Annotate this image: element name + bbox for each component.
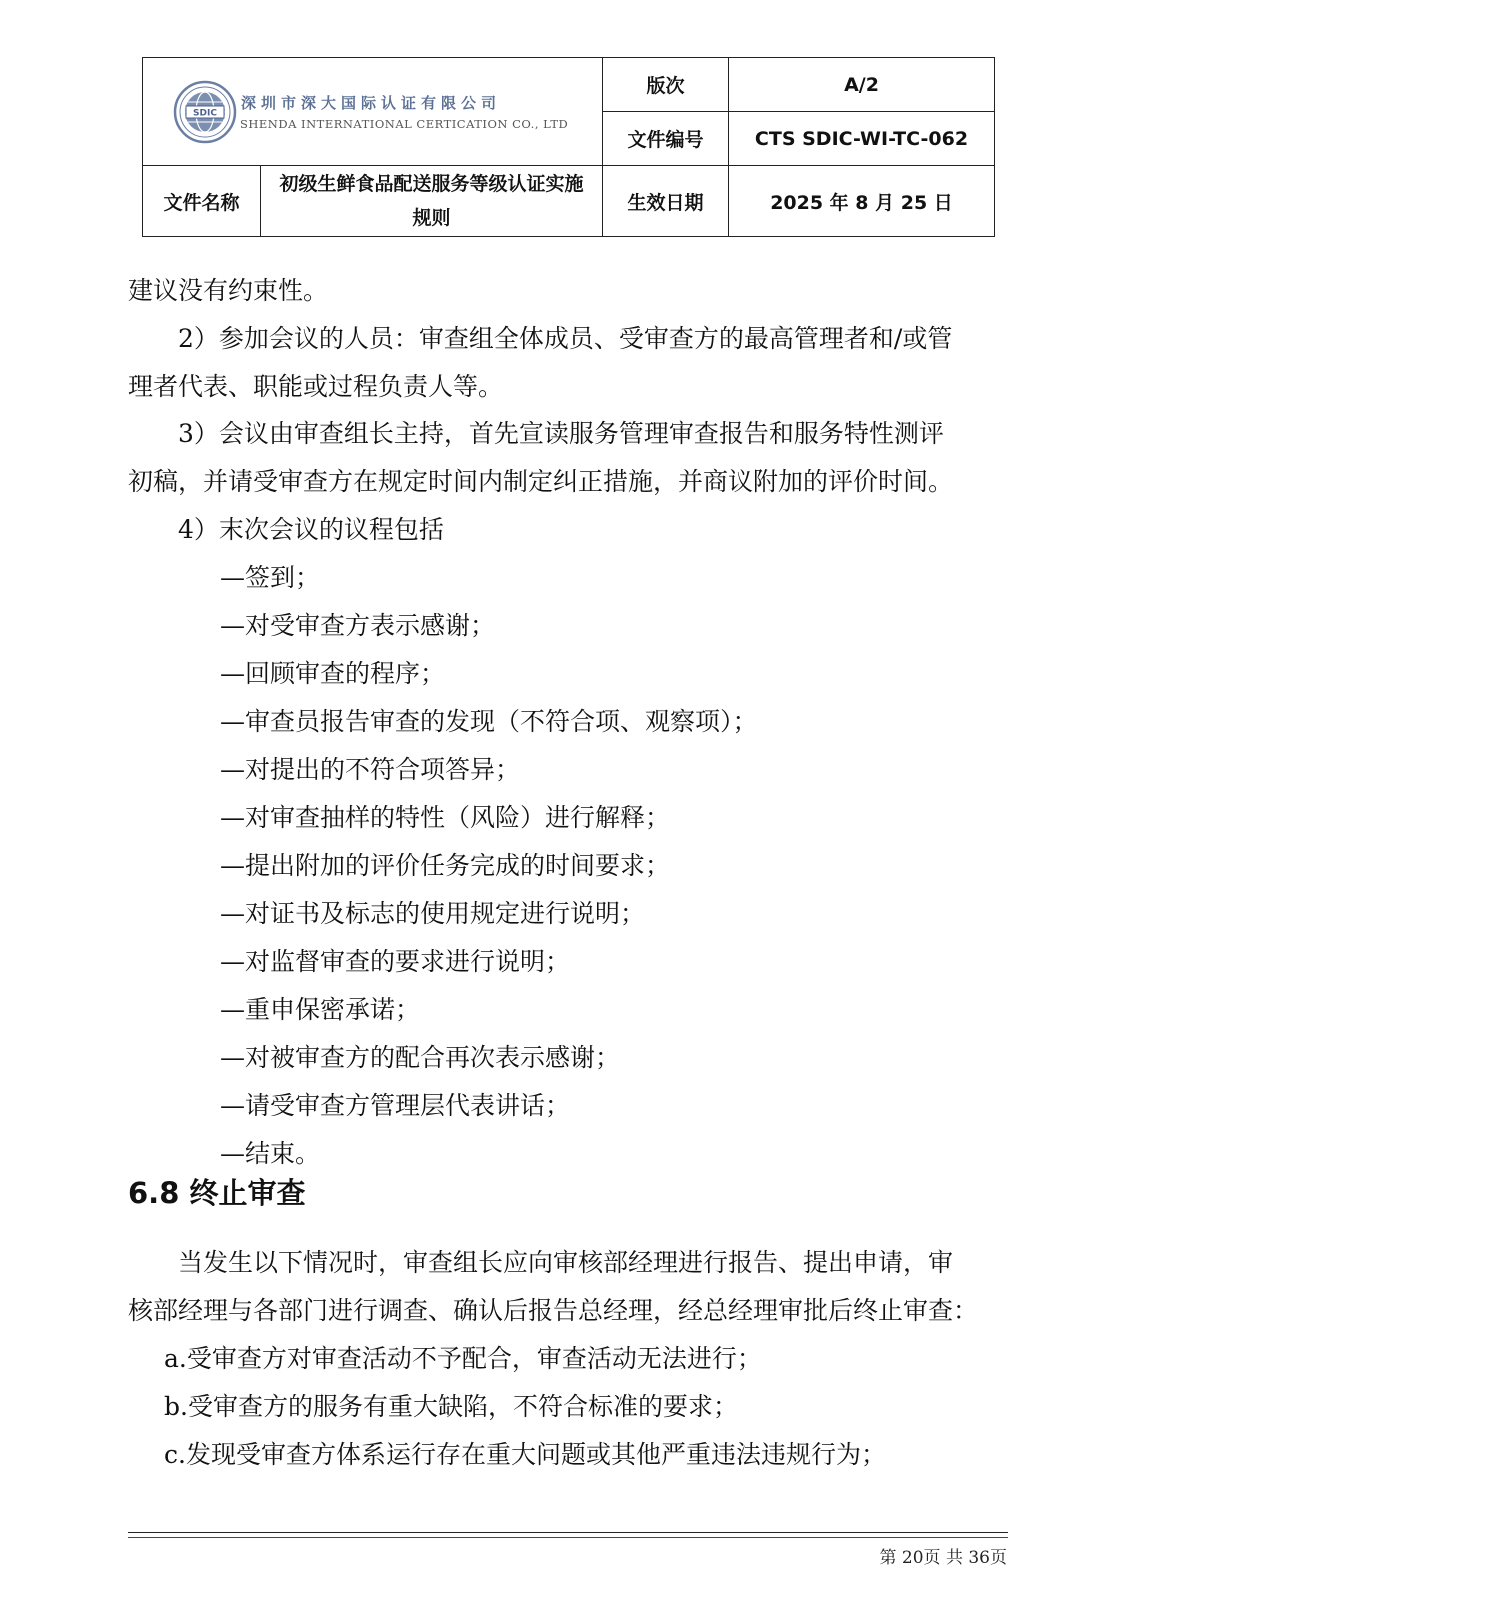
doc-number-label: 文件编号 — [603, 112, 729, 166]
paragraph-line: 4）末次会议的议程包括 — [178, 515, 444, 544]
doc-name-line-1: 初级生鲜食品配送服务等级认证实施 — [279, 173, 584, 195]
agenda-item: —对监督审查的要求进行说明； — [220, 947, 571, 976]
footer-divider-thin — [128, 1537, 1008, 1538]
condition-item: c.发现受审查方体系运行存在重大问题或其他严重违法违规行为； — [164, 1440, 886, 1469]
section-paragraph-line: 核部经理与各部门进行调查、确认后报告总经理，经总经理审批后终止审查： — [128, 1296, 979, 1325]
paragraph-line: 2）参加会议的人员：审查组全体成员、受审查方的最高管理者和/或管 — [178, 324, 953, 353]
svg-text:SDIC: SDIC — [193, 108, 217, 119]
paragraph-line: 建议没有约束性。 — [128, 276, 329, 305]
agenda-item: —对被审查方的配合再次表示感谢； — [220, 1043, 621, 1072]
agenda-item: —结束。 — [220, 1139, 321, 1168]
section-paragraph-line: 当发生以下情况时，审查组长应向审核部经理进行报告、提出申请，审 — [178, 1248, 954, 1277]
agenda-item: —回顾审查的程序； — [220, 659, 446, 688]
footer-divider — [128, 1532, 1008, 1533]
doc-name-line-2: 规则 — [412, 207, 451, 229]
agenda-item: —对提出的不符合项答异； — [220, 755, 521, 784]
paragraph-line: 初稿，并请受审查方在规定时间内制定纠正措施，并商议附加的评价时间。 — [128, 467, 954, 496]
company-logo — [173, 80, 573, 146]
effective-date-label: 生效日期 — [603, 166, 729, 237]
agenda-item: —请受审查方管理层代表讲话； — [220, 1091, 571, 1120]
company-logo-cell — [143, 58, 603, 166]
condition-item: b.受审查方的服务有重大缺陷，不符合标准的要求； — [164, 1392, 738, 1421]
agenda-item: —审查员报告审查的发现（不符合项、观察项）； — [220, 707, 758, 736]
section-heading: 6.8 终止审查 — [128, 1176, 306, 1210]
page-number: 第 20页 共 36页 — [879, 1548, 1007, 1568]
doc-number-value: CTS SDIC-WI-TC-062 — [729, 112, 995, 166]
agenda-item: —对审查抽样的特性（风险）进行解释； — [220, 803, 671, 832]
doc-name-label: 文件名称 — [143, 166, 261, 237]
agenda-item: —重申保密承诺； — [220, 995, 421, 1024]
agenda-item: —提出附加的评价任务完成的时间要求； — [220, 851, 671, 880]
document-header-table — [142, 57, 995, 237]
company-name-cn: 深圳市深大国际认证有限公司 — [241, 94, 502, 112]
condition-item: a.受审查方对审查活动不予配合，审查活动无法进行； — [164, 1344, 762, 1373]
globe-seal-icon — [173, 80, 237, 144]
paragraph-line: 3）会议由审查组长主持，首先宣读服务管理审查报告和服务特性测评 — [178, 419, 944, 448]
version-value: A/2 — [729, 58, 995, 112]
version-label: 版次 — [603, 58, 729, 112]
company-name-en: SHENDA INTERNATIONAL CERTICATION CO., LTD — [240, 117, 569, 131]
doc-name-value — [261, 166, 603, 237]
agenda-item: —对受审查方表示感谢； — [220, 611, 496, 640]
agenda-item: —对证书及标志的使用规定进行说明； — [220, 899, 646, 928]
agenda-item: —签到； — [220, 563, 321, 592]
effective-date-value: 2025 年 8 月 25 日 — [729, 166, 995, 237]
paragraph-line: 理者代表、职能或过程负责人等。 — [128, 372, 504, 401]
